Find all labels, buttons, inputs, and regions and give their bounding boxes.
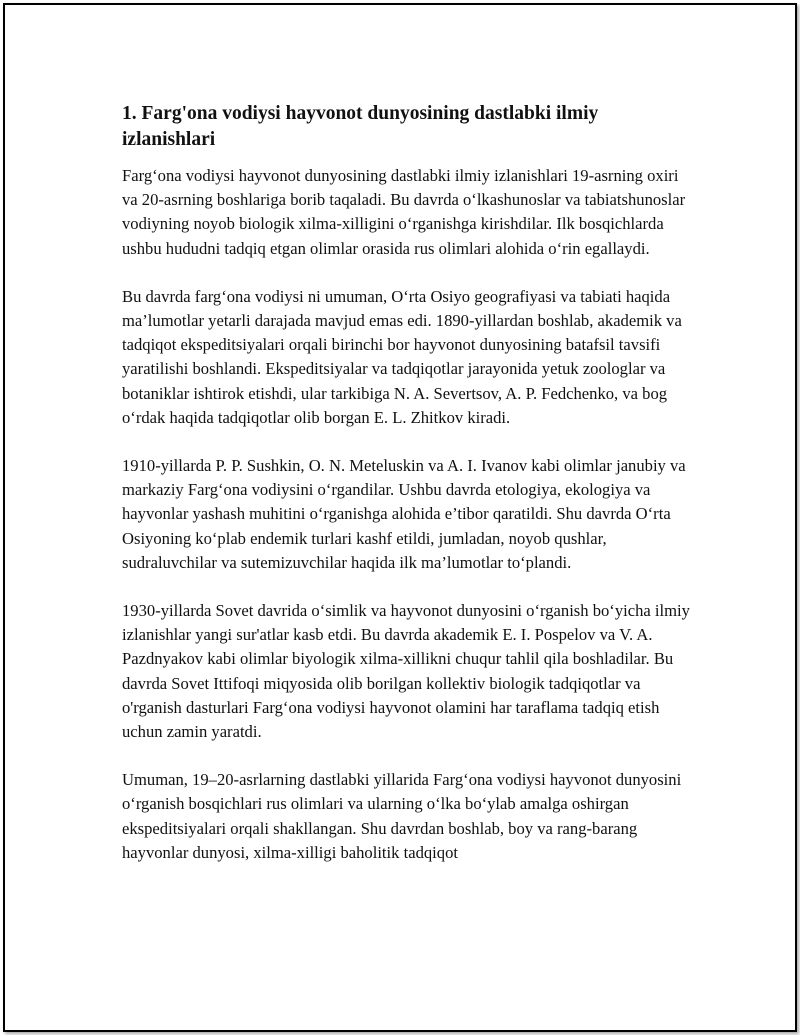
paragraph-1: Farg‘ona vodiysi hayvonot dunyosining dastlabki ilmiy izlanishlari 19-asrning oxiri va 20-asrning boshlariga borib taqaladi. Bu davrda o‘lkashunoslar va tabiatshunoslar vodiyning noyob biologik xilma-xilligini o‘rganishga kirishdilar. Ilk bosqichlarda ushbu hududni tadqiq etgan olimlar orasida rus olimlari alohida o‘rin egallaydi. — [122, 166, 686, 258]
document-body — [122, 101, 702, 889]
paragraph-3: 1910-yillarda P. P. Sushkin, O. N. Meteluskin va A. I. Ivanov kabi olimlar janubiy va markaziy Farg‘ona vodiysini o‘rgandilar. Ushbu davrda etologiya, ekologiya va hayvonlar yashash muhitini o‘rganishga alohida e’tibor qaratildi. Shu davrda O‘rta Osiyoning ko‘plab endemik turlari kashf etildi, jumladan, noyob qushlar, sudraluvchilar va sutemizuvchilar haqida ilk ma’lumotlar to‘plandi. — [122, 456, 686, 572]
section-title: 1. Farg'ona vodiysi hayvonot dunyosining dastlabki ilmiy izlanishlari — [122, 103, 599, 150]
paragraph-5: Umuman, 19–20-asrlarning dastlabki yillarida Farg‘ona vodiysi hayvonot dunyosini o‘rganish bosqichlari rus olimlari va ularning o‘lka bo‘ylab amalga oshirgan ekspeditsiyalari orqali shakllangan. Shu davrdan boshlab, boy va rang-barang hayvonlar dunyosi, xilma-xilligi baholitik tadqiqot — [122, 770, 682, 862]
paragraph-2: Bu davrda farg‘ona vodiysi ni umuman, O‘rta Osiyo geografiyasi va tabiati haqida ma’lumotlar yetarli darajada mavjud emas edi. 1890-yillardan boshlab, akademik va tadqiqot ekspeditsiyalari orqali birinchi bor hayvonot dunyosining batafsil tavsifi yaratilishi boshlandi. Ekspeditsiyalar va tadqiqotlar jarayonida yetuk zoologlar va botaniklar ishtirok etishdi, ular tarkibiga N. A. Severtsov, A. P. Fedchenko, va bog o‘rdak haqida tadqiqotlar olib borgan E. L. Zhitkov kiradi. — [122, 286, 682, 427]
paragraph-4: 1930-yillarda Sovet davrida o‘simlik va hayvonot dunyosini o‘rganish bo‘yicha ilmiy izlanishlar yangi sur'atlar kasb etdi. Bu davrda akademik E. I. Pospelov va V. A. Pazdnyakov kabi olimlar biyologik xilma-xillikni chuqur tahlil qila boshladilar. Bu davrda Sovet Ittifoqi miqyosida olib borilgan kollektiv biologik tadqiqotlar va o'rganish dasturlari Farg‘ona vodiysi hayvonot olamini har taraflama tadqiq etish uchun zamin yaratdi. — [122, 601, 690, 742]
page-frame — [3, 3, 797, 1032]
